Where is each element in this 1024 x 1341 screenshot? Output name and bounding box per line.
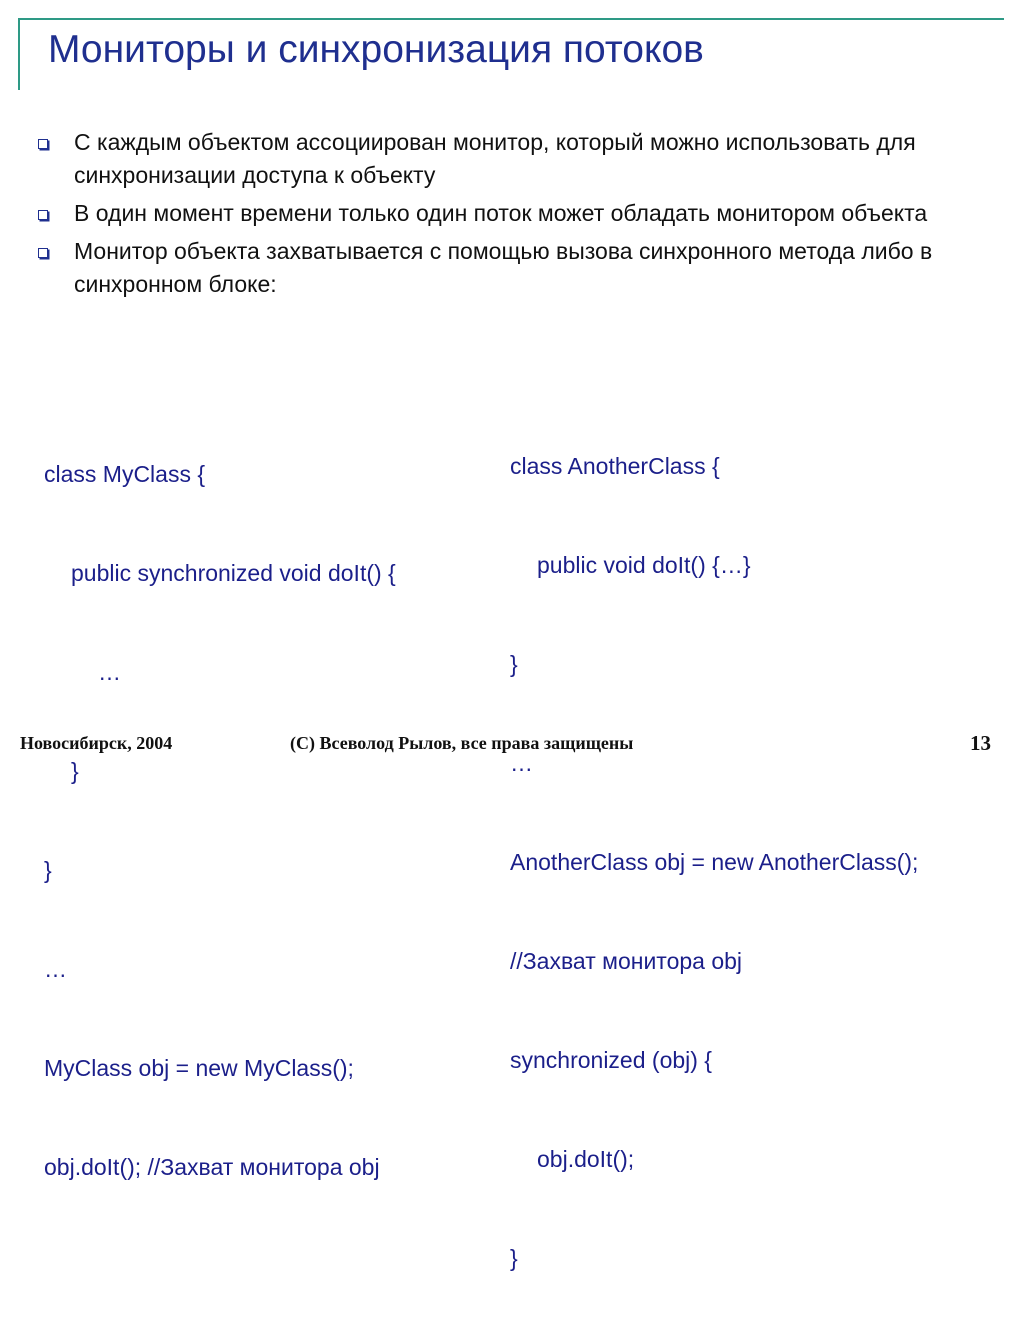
bullet-list <box>36 126 976 306</box>
footer-city-year: Новосибирск, 2004 <box>20 733 173 753</box>
code-line: public synchronized void doIt() { <box>71 560 396 586</box>
code-line: } <box>44 857 52 883</box>
top-divider-line <box>18 18 1004 20</box>
code-line: //Захват монитора obj <box>510 948 743 974</box>
code-line: AnotherClass obj = new AnotherClass(); <box>510 849 919 875</box>
bullet-item <box>36 235 976 301</box>
bullet-text: С каждым объектом ассоциирован монитор, который можно использовать для синхронизации доступа к объекту <box>74 129 916 188</box>
square-bullet-icon <box>38 248 48 258</box>
code-block-anotherclass <box>510 384 918 1341</box>
code-line: public void doIt() {…} <box>537 552 751 578</box>
bullet-item <box>36 197 976 230</box>
code-line: … <box>510 750 533 776</box>
code-line: obj.doIt(); //Захват монитора obj <box>44 1154 380 1180</box>
code-line: class MyClass { <box>44 461 206 487</box>
square-bullet-icon <box>38 139 48 149</box>
square-bullet-icon <box>38 210 48 220</box>
bullet-item <box>36 126 976 192</box>
code-line: } <box>510 651 518 677</box>
code-line: MyClass obj = new MyClass(); <box>44 1055 354 1081</box>
bullet-text: В один момент времени только один поток может обладать монитором объекта <box>74 200 928 226</box>
code-line: … <box>44 956 67 982</box>
code-line: synchronized (obj) { <box>510 1047 712 1073</box>
bullet-text: Монитор объекта захватывается с помощью вызова синхронного метода либо в синхронном блоке: <box>74 238 933 297</box>
code-line: } <box>510 1245 518 1271</box>
code-block-myclass <box>44 392 396 1250</box>
page-number: 13 <box>970 731 991 755</box>
code-line: } <box>71 758 79 784</box>
left-divider-line <box>18 18 20 90</box>
slide-title: Мониторы и синхронизация потоков <box>48 28 704 71</box>
code-line: class AnotherClass { <box>510 453 720 479</box>
footer-copyright: (С) Всеволод Рылов, все права защищены <box>290 733 634 753</box>
code-line: obj.doIt(); <box>537 1146 635 1172</box>
code-line: … <box>98 659 121 685</box>
